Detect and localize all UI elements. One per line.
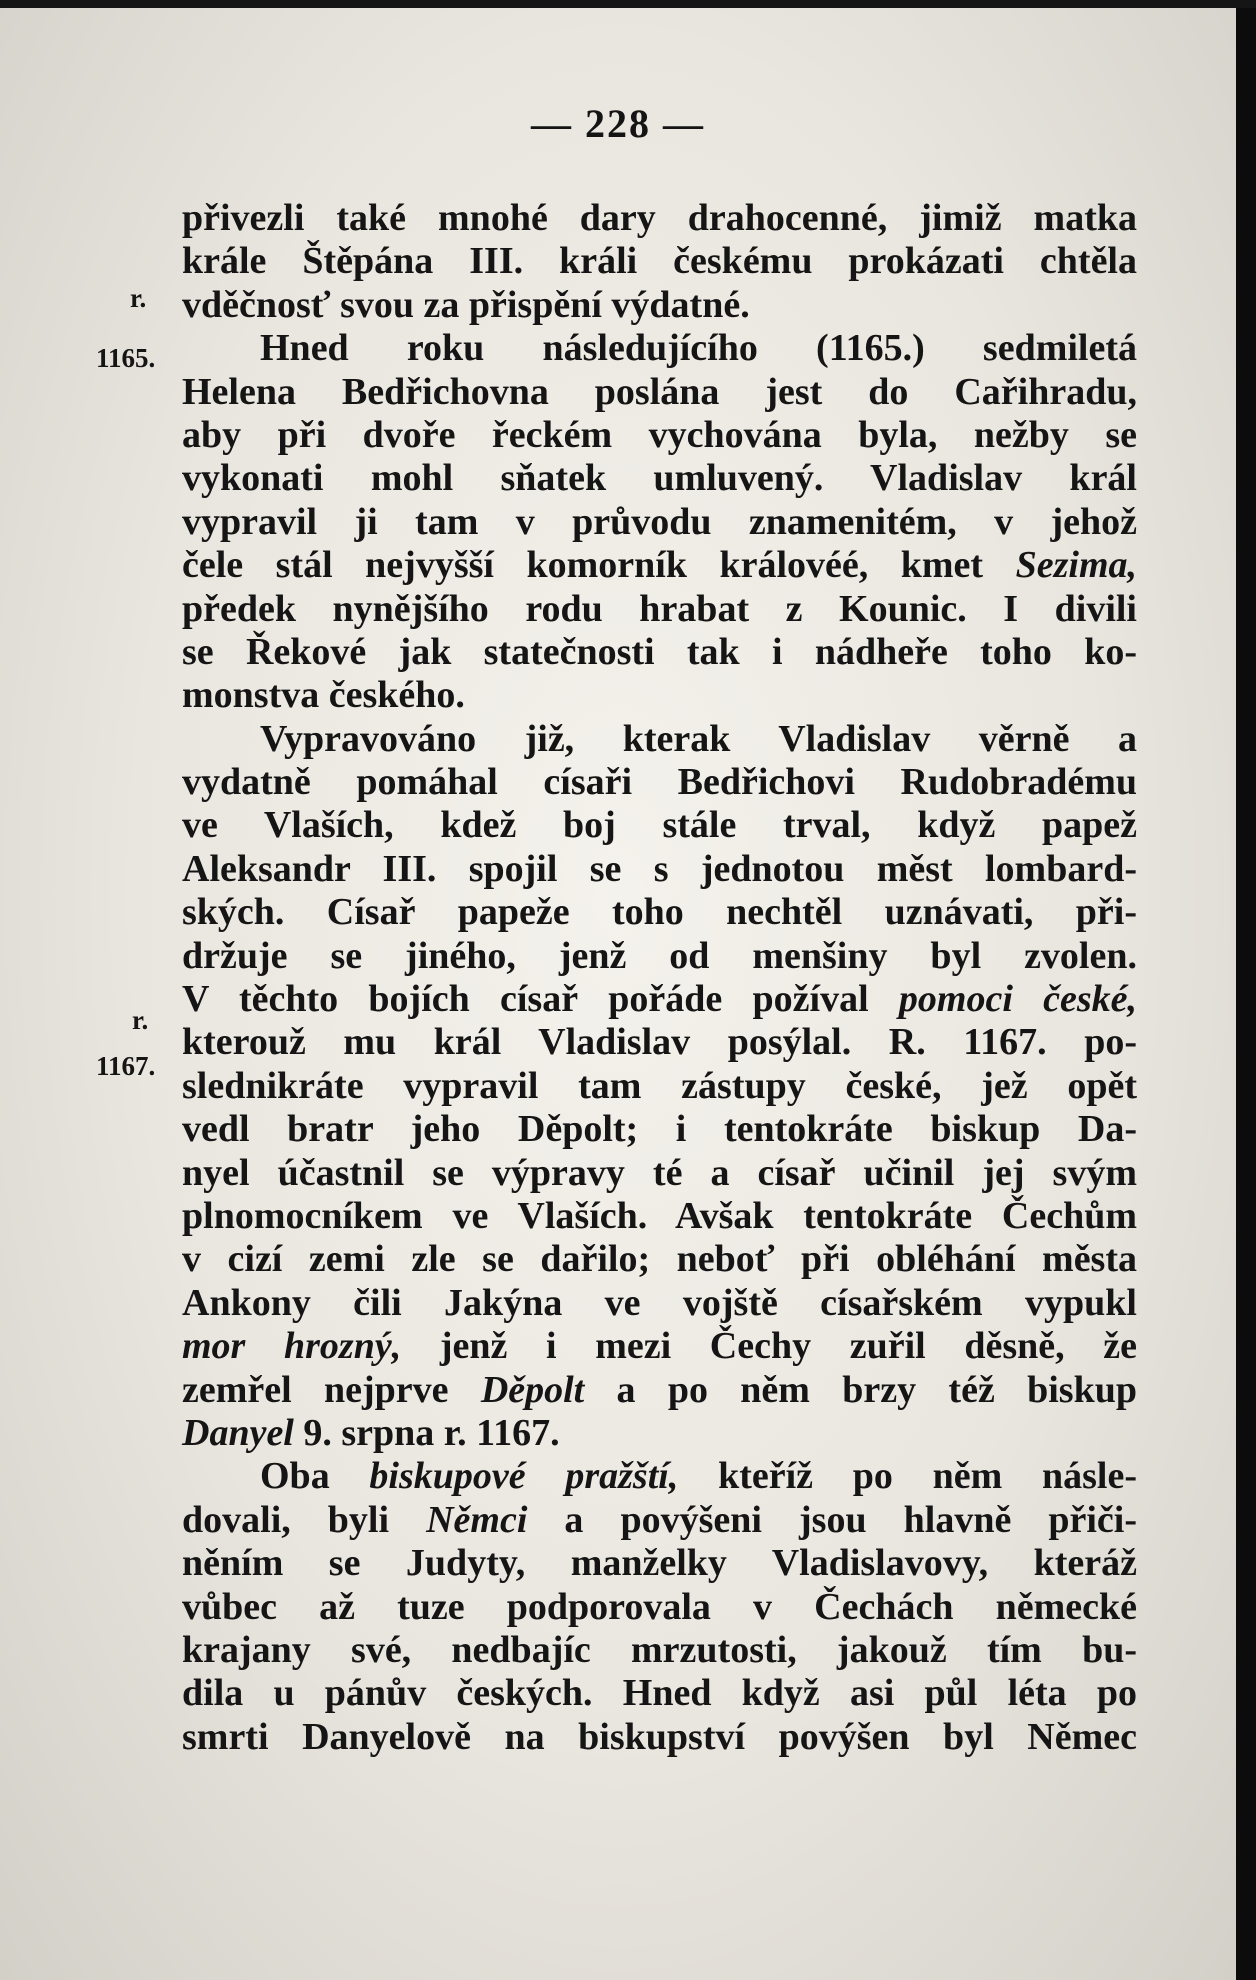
margin-note-year: 1165. xyxy=(96,343,156,373)
text-line: slednikráte vypravil tam zástupy české, jež opět xyxy=(182,1064,1137,1107)
text-line: ve Vlaších, kdež boj stále trval, když papež xyxy=(182,804,1137,847)
text-line: krále Štěpána III. králi českému prokázati chtěla xyxy=(182,240,1137,283)
text-line: čele stál nejvyšší komorník královéé, kmet Sezima, xyxy=(182,544,1137,587)
scan-dark-edge xyxy=(1236,0,1256,1980)
text-line: předek nynějšího rodu hrabat z Kounic. I divili xyxy=(182,587,1137,630)
text-line: nyel účastnil se výpravy té a císař učinil jej svým xyxy=(182,1151,1137,1194)
text-line: krajany své, nedbajíc mrzutosti, jakouž tím bu- xyxy=(182,1628,1137,1671)
text-line: Ankony čili Jakýna ve vojště císařském vypukl xyxy=(182,1281,1137,1324)
text-line: monstva českého. xyxy=(182,674,465,717)
text-line: něním se Judyty, manželky Vladislavovy, kteráž xyxy=(182,1542,1137,1585)
text-line: vykonati mohl sňatek umluvený. Vladislav král xyxy=(182,457,1137,500)
text-line: se Řekové jak statečnosti tak i nádheře toho ko- xyxy=(182,630,1137,673)
body-text xyxy=(182,197,1137,1759)
text-line: Vypravováno již, kterak Vladislav věrně a xyxy=(260,717,1137,760)
text-line: vydatně pomáhal císaři Bedřichovi Rudobradému xyxy=(182,761,1137,804)
text-line: Hned roku následujícího (1165.) sedmiletá xyxy=(260,327,1137,370)
margin-note-year-label: r. xyxy=(132,1005,149,1035)
text-line: Helena Bedřichovna poslána jest do Cařihradu, xyxy=(182,370,1137,413)
text-line: vůbec až tuze podporovala v Čechách německé xyxy=(182,1585,1137,1628)
text-line: vedl bratr jeho Děpolt; i tentokráte biskup Da- xyxy=(182,1108,1137,1151)
text-line: přivezli také mnohé dary drahocenné, jimiž matka xyxy=(182,197,1137,239)
text-line: dovali, byli Němci a povýšeni jsou hlavně přiči- xyxy=(182,1498,1137,1541)
text-line: vděčnosť svou za přispění výdatné. xyxy=(182,283,750,326)
text-line: zemřel nejprve Děpolt a po něm brzy též biskup xyxy=(182,1368,1137,1411)
text-line: kterouž mu král Vladislav posýlal. R. 1167. po- xyxy=(182,1021,1137,1064)
text-line: dila u pánův českých. Hned když asi půl léta po xyxy=(182,1672,1137,1715)
scan-top-edge xyxy=(0,0,1256,8)
text-line: mor hrozný, jenž i mezi Čechy zuřil děsně, že xyxy=(182,1325,1137,1368)
text-line: v cizí zemi zle se dařilo; neboť při obléhání města xyxy=(182,1238,1137,1281)
text-line: smrti Danyelově na biskupství povýšen byl Němec xyxy=(182,1715,1137,1758)
text-line: ských. Císař papeže toho nechtěl uznávati, při- xyxy=(182,891,1137,934)
text-line: V těchto bojích císař pořáde požíval pomoci české, xyxy=(182,978,1137,1021)
text-line: vypravil ji tam v průvodu znamenitém, v jehož xyxy=(182,500,1137,543)
text-line: Aleksandr III. spojil se s jednotou měst lombard- xyxy=(182,847,1137,890)
text-line: plnomocníkem ve Vlaších. Avšak tentokráte Čechům xyxy=(182,1194,1137,1237)
text-line: držuje se jiného, jenž od menšiny byl zvolen. xyxy=(182,934,1137,977)
margin-note-year-label: r. xyxy=(130,283,147,313)
text-line: Danyel 9. srpna r. 1167. xyxy=(182,1411,560,1454)
margin-note-year: 1167. xyxy=(96,1051,156,1081)
text-line: aby při dvoře řeckém vychována byla, nežby se xyxy=(182,413,1137,456)
text-line: Oba biskupové pražští, kteříž po něm násle- xyxy=(260,1455,1137,1498)
page-number: — 228 — xyxy=(531,101,705,146)
